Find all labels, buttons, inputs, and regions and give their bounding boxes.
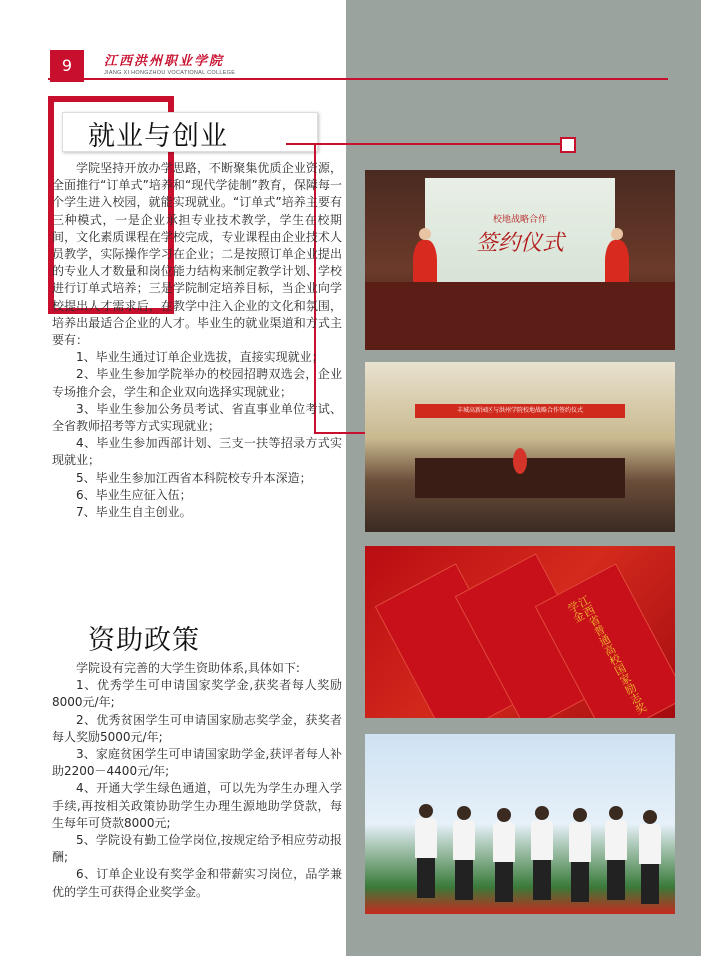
- school-name-cn: 江西洪州职业学院: [104, 54, 225, 69]
- employment-item-2: 2、毕业生参加学院举办的校园招聘双选会，企业专场推介会，学生和企业双向选择实现就业；: [52, 367, 342, 399]
- photo-students-saluting: [365, 734, 675, 914]
- student-figure: [415, 804, 437, 898]
- employment-item-1: 1、毕业生通过订单企业选拔，直接实现就业；: [76, 350, 324, 365]
- screen-caption: 校地战略合作: [492, 215, 547, 225]
- signing-table: [365, 282, 675, 350]
- aid-item-1: 1、优秀学生可申请国家奖学金,获奖者每人奖励8000元/年;: [52, 678, 342, 710]
- employment-item-7: 7、毕业生自主创业。: [76, 505, 192, 520]
- student-figure: [531, 806, 553, 900]
- flower-centerpiece: [513, 448, 527, 474]
- aid-item-2: 2、优秀贫困学生可申请国家励志奖学金，获奖者每人奖励5000元/年;: [52, 712, 342, 744]
- aid-item-4: 4、开通大学生绿色通道，可以先为学生办理入学手续,再按相关政策协助学生办理生源地助学贷款，每生每年可贷款8000元;: [52, 781, 342, 830]
- employment-item-5: 5、毕业生参加江西省本科院校专升本深造；: [76, 470, 312, 485]
- aid-item-5: 5、学院设有勤工俭学岗位,按规定给予相应劳动报酬;: [52, 833, 342, 865]
- school-logo: [104, 50, 244, 76]
- student-figure: [605, 806, 627, 900]
- page-number: 9: [50, 50, 84, 82]
- section-title-aid: 资助政策: [88, 625, 200, 656]
- section-title-employment: 就业与创业: [88, 121, 228, 152]
- aid-text: [52, 660, 342, 901]
- school-name-en: JIANG XI HONGZHOU VOCATIONAL COLLEGE: [104, 70, 236, 76]
- meeting-banner: [415, 404, 625, 418]
- aid-intro: 学院设有完善的大学生资助体系,具体如下:: [76, 661, 300, 675]
- employment-item-3: 3、毕业生参加公务员考试、省直事业单位考试、全省教师招考等方式实现就业；: [52, 401, 342, 434]
- aid-item-6: 6、订单企业设有奖学金和带薪实习岗位，品学兼优的学生可获得企业奖学金。: [52, 867, 342, 899]
- meeting-banner-text: 丰城高新园区与洪州学院校地战略合作签约仪式: [456, 407, 583, 414]
- screen-title: 签约仪式: [475, 231, 564, 256]
- hostess-head: [611, 228, 623, 240]
- employment-text: [52, 160, 342, 521]
- header-divider: [48, 78, 668, 80]
- photo-signing-ceremony: [365, 170, 675, 350]
- employment-item-6: 6、毕业生应征入伍；: [76, 487, 192, 502]
- hostess-head: [419, 228, 431, 240]
- student-figure: [453, 806, 475, 900]
- certificate-text: 江西省普通高校国家励志奖学金: [564, 593, 649, 717]
- student-figure: [493, 808, 515, 902]
- employment-intro: 学院坚持开放办学思路，不断聚集优质企业资源，全面推行“订单式”培养和“现代学徒制”教育，保障每一个学生进入校园，就能实现就业。“订单式”培养主要有三种模式，一是企业承担专业技术教学，学生在校期间，文化素质课程在学校完成，专业课程由企业技术人员教学，实际操作学习在企业；二是按照订单企业提出的专业人才数量和岗位能力结构来制定教学计划、学校进行订单式培养；三是学院制定培养目标，当企业向学校提出人才需求后，在教学中注入企业的文化和氛围，培养出最适合企业的人才。毕业生的就业渠道和方式主要有：: [52, 161, 342, 348]
- photo-scholarship-certificates: [365, 546, 675, 718]
- projection-screen: [425, 178, 615, 288]
- connector-square-icon: [560, 137, 576, 153]
- aid-item-3: 3、家庭贫困学生可申请国家助学金,获评者每人补助2200－4400元/年;: [52, 747, 342, 779]
- connector-line: [286, 143, 562, 145]
- student-figure: [639, 810, 661, 904]
- photo-meeting-room: [365, 362, 675, 532]
- employment-item-4: 4、毕业生参加西部计划、三支一扶等招录方式实现就业；: [52, 436, 342, 468]
- student-figure: [569, 808, 591, 902]
